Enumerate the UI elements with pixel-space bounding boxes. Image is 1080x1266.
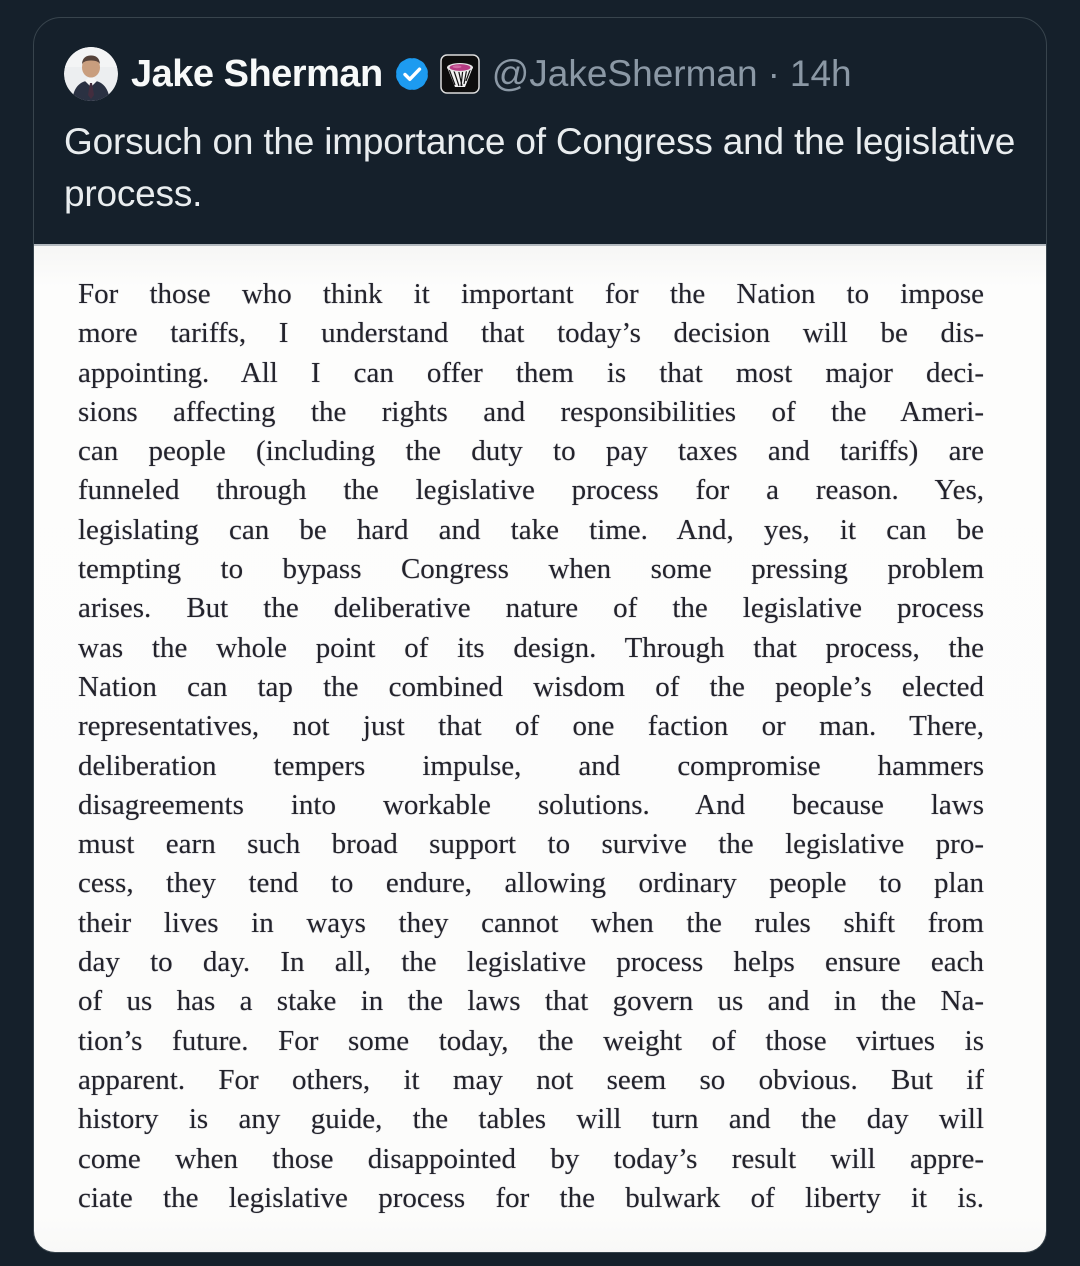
opinion-text-line: tion’s future. For some today, the weight of those virtues is [78,1024,984,1057]
attached-document-image[interactable] [34,244,1046,1253]
opinion-text-line: arises. But the deliberative nature of the legislative process [78,592,984,625]
opinion-text-line: apparent. For others, it may not seem so obvious. But if [78,1063,984,1096]
opinion-text-line: day to day. In all, the legislative process helps ensure each [78,946,984,979]
avatar[interactable] [64,47,118,101]
opinion-text-line: deliberation tempers impulse, and compromise hammers [78,749,984,782]
avatar-photo [64,47,118,101]
opinion-text-line: Nation can tap the combined wisdom of the people’s elected [78,670,984,703]
opinion-text-line: come when those disappointed by today’s result will appre- [78,1142,984,1175]
opinion-text-line: appointing. All I can offer them is that most major deci- [78,356,984,389]
opinion-text-line: ciate the legislative process for the bulwark of liberty it is. [78,1181,984,1214]
opinion-text-line: must earn such broad support to survive the legislative pro- [78,828,984,861]
punchbowl-logo-icon [440,54,480,94]
opinion-text-line: their lives in ways they cannot when the rules shift from [78,906,984,939]
opinion-text-line: For those who think it important for the Nation to impose [78,278,984,310]
opinion-text-line: representatives, not just that of one faction or man. There, [78,710,984,743]
handle-group [492,53,852,95]
display-name[interactable]: Jake Sherman [131,52,383,95]
opinion-text-line: history is any guide, the tables will turn and the day will [78,1103,984,1136]
opinion-text-line: tempting to bypass Congress when some pressing problem [78,553,984,586]
verified-badge-icon [393,55,431,93]
handle[interactable]: @JakeSherman [491,53,758,94]
timestamp[interactable]: 14h [789,53,852,94]
separator-dot: · [767,53,780,94]
opinion-text-line: sions affecting the rights and responsibilities of the Ameri- [78,395,984,428]
opinion-text-line: more tariffs, I understand that today’s decision will be dis- [78,317,984,350]
tweet-card [33,17,1047,1253]
opinion-text-line: of us has a stake in the laws that govern us and in the Na- [78,985,984,1018]
opinion-text-line: was the whole point of its design. Through that process, the [78,631,984,664]
tweet-card-inner [34,18,1046,1253]
opinion-text-line: legislating can be hard and take time. And, yes, it can be [78,513,984,546]
opinion-text-line: disagreements into workable solutions. And because laws [78,788,984,821]
tweet-header [34,46,1046,102]
opinion-text-line: funneled through the legislative process for a reason. Yes, [78,474,984,507]
opinion-text-line: cess, they tend to endure, allowing ordinary people to plan [78,867,984,900]
tweet-text: Gorsuch on the importance of Congress and the legislative process. [64,121,1016,214]
opinion-text-line: can people (including the duty to pay taxes and tariffs) are [78,435,984,468]
